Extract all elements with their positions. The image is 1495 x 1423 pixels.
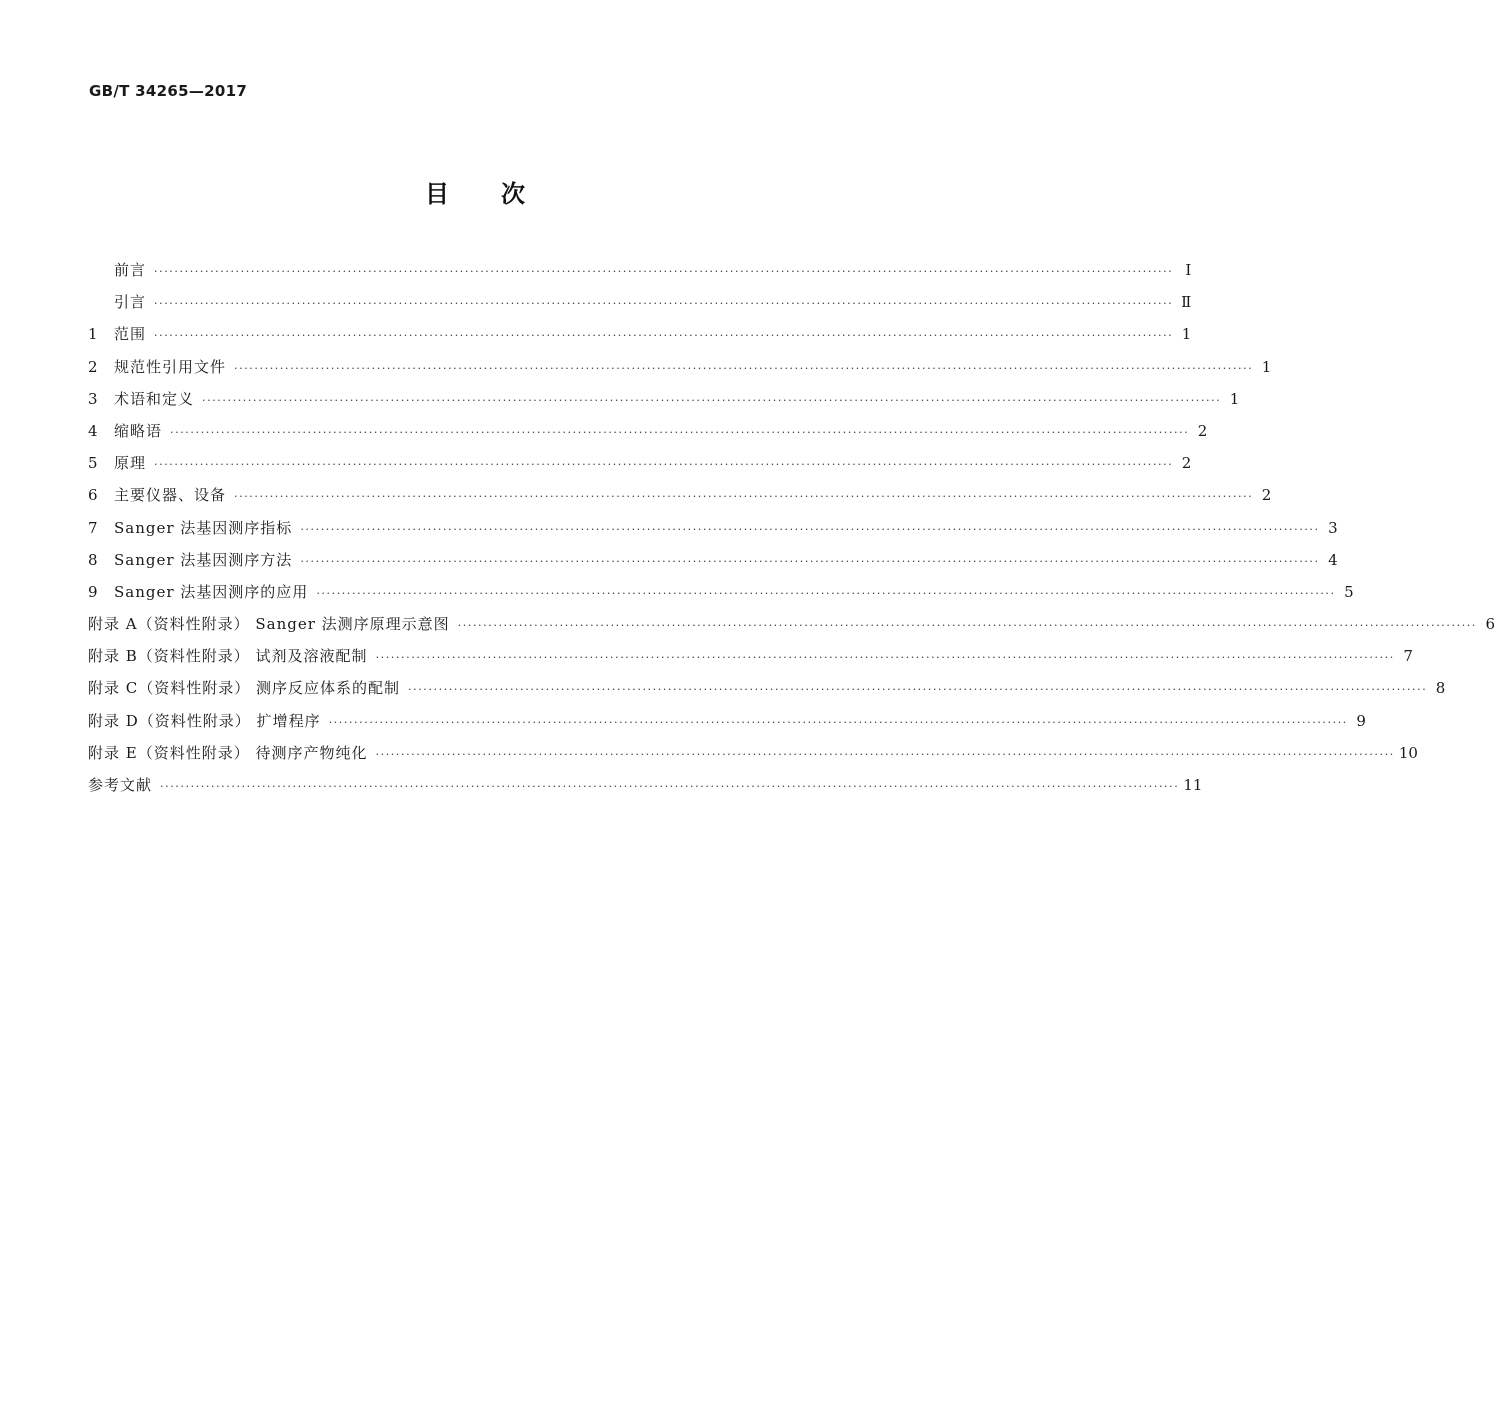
toc-leader-dots: ········································································································································································································ [234, 361, 1254, 375]
toc-entry-title: 附录 D（资料性附录） 扩增程序 [88, 711, 321, 730]
toc-entry-title: 规范性引用文件 [114, 357, 227, 376]
toc-entry-title: 术语和定义 [114, 389, 195, 408]
toc-entry-label [88, 705, 321, 737]
toc-entry-annex-d[interactable] [88, 705, 1366, 737]
toc-entry-introduction[interactable] [88, 286, 1192, 318]
toc-entry-title: Sanger 法基因测序方法 [114, 550, 293, 569]
toc-leader-dots: ········································································································································································································ [457, 619, 1477, 633]
toc-entry-title: 缩略语 [114, 421, 163, 440]
toc-entry-annex-c[interactable] [88, 672, 1446, 704]
toc-page-number: 3 [1328, 518, 1338, 537]
toc-entry-label [88, 769, 152, 801]
toc-leader-dots: ········································································································································································································ [202, 393, 1222, 407]
toc-page-number: 11 [1183, 776, 1203, 794]
toc-entry-sequencing-method[interactable] [88, 544, 1338, 576]
toc-entry-number: 3 [88, 389, 98, 408]
toc-entry-bibliography[interactable] [88, 769, 1203, 801]
toc-entry-title: 附录 C（资料性附录） 测序反应体系的配制 [88, 679, 401, 698]
toc-page-number: 2 [1261, 486, 1272, 505]
toc-entry-principle[interactable] [88, 447, 1192, 479]
toc-entry-number: 5 [88, 454, 98, 473]
toc-entry-label [88, 415, 162, 447]
toc-page-number: 2 [1197, 421, 1208, 440]
toc-leader-dots: ········································································································································································································ [154, 297, 1174, 311]
toc-entry-label [88, 576, 308, 608]
toc-entry-label [88, 351, 226, 383]
toc-entry-number: 8 [88, 550, 98, 569]
toc-entry-title: 参考文献 [88, 776, 153, 794]
toc-page-number: 1 [1261, 357, 1272, 376]
toc-entry-scope[interactable] [88, 318, 1192, 350]
toc-entry-title: 附录 E（资料性附录） 待测序产物纯化 [88, 743, 368, 762]
toc-entry-number: 1 [88, 325, 98, 344]
toc-entry-abbreviations[interactable] [88, 415, 1208, 447]
toc-entry-number: 6 [88, 486, 98, 505]
toc-leader-dots: ········································································································································································································ [300, 554, 1320, 568]
toc-entry-label [88, 286, 146, 318]
toc-leader-dots: ········································································································································································································ [160, 780, 1180, 793]
standard-number: GB/T 34265—2017 [89, 82, 248, 100]
toc-entry-title: Sanger 法基因测序的应用 [114, 582, 309, 601]
toc-page-number: 6 [1485, 615, 1495, 634]
toc-leader-dots: ········································································································································································································ [375, 651, 1395, 665]
toc-page-number: Ⅱ [1181, 293, 1192, 312]
toc-page-number: 7 [1403, 647, 1413, 666]
toc-page-number: 4 [1328, 550, 1338, 569]
toc-entry-label [88, 608, 450, 640]
toc-page-number: 8 [1435, 679, 1446, 698]
toc-entry-title: Sanger 法基因测序指标 [114, 518, 293, 537]
toc-leader-dots: ········································································································································································································ [328, 715, 1348, 729]
toc-entry-label [88, 672, 400, 704]
toc-entry-label [88, 512, 292, 544]
page-title: 目次 [425, 180, 577, 208]
toc-leader-dots: ········································································································································································································ [170, 425, 1190, 439]
toc-entry-sequencing-indicators[interactable] [88, 512, 1338, 544]
toc-leader-dots: ········································································································································································································ [375, 747, 1395, 761]
toc-leader-dots: ········································································································································································································ [408, 683, 1428, 697]
toc-entry-title: 附录 B（资料性附录） 试剂及溶液配制 [88, 647, 368, 666]
toc-entry-label [88, 383, 194, 415]
toc-entry-label [88, 447, 146, 479]
toc-entry-normative-references[interactable] [88, 351, 1272, 383]
toc-entry-number: 7 [88, 518, 98, 537]
toc-entry-title: 主要仪器、设备 [114, 486, 227, 505]
toc-entry-title: 附录 A（资料性附录） Sanger 法测序原理示意图 [88, 615, 450, 634]
toc-entry-title: 前言 [114, 261, 147, 279]
table-of-contents [88, 254, 1495, 801]
toc-entry-label [88, 254, 146, 286]
toc-entry-title: 范围 [114, 325, 147, 344]
toc-entry-number: 4 [88, 421, 98, 440]
toc-entry-title: 引言 [114, 293, 147, 312]
toc-entry-label [88, 479, 226, 511]
toc-page-number: 10 [1398, 743, 1418, 762]
toc-leader-dots: ········································································································································································································ [316, 586, 1336, 600]
toc-page-number: 5 [1344, 582, 1354, 601]
toc-leader-dots: ········································································································································································································ [234, 490, 1254, 504]
toc-entry-label [88, 318, 146, 350]
toc-entry-foreword[interactable] [88, 254, 1192, 286]
toc-entry-terms-definitions[interactable] [88, 383, 1240, 415]
toc-entry-annex-e[interactable] [88, 737, 1418, 769]
toc-leader-dots: ········································································································································································································ [154, 329, 1174, 343]
toc-page-number: 2 [1181, 454, 1192, 473]
toc-page-number: 9 [1356, 711, 1366, 730]
toc-entry-number: 2 [88, 357, 98, 376]
toc-page-number: 1 [1181, 325, 1192, 344]
toc-leader-dots: ········································································································································································································ [154, 265, 1174, 278]
toc-leader-dots: ········································································································································································································ [154, 458, 1174, 472]
toc-entry-instruments[interactable] [88, 479, 1272, 511]
toc-page-number: 1 [1229, 389, 1240, 408]
toc-entry-label [88, 640, 368, 672]
toc-entry-sequencing-application[interactable] [88, 576, 1354, 608]
toc-entry-annex-b[interactable] [88, 640, 1413, 672]
toc-entry-title: 原理 [114, 454, 147, 473]
toc-entry-annex-a[interactable] [88, 608, 1495, 640]
toc-entry-label [88, 737, 368, 769]
toc-leader-dots: ········································································································································································································ [300, 522, 1320, 536]
toc-entry-label [88, 544, 292, 576]
toc-page-number: Ⅰ [1185, 261, 1192, 279]
toc-entry-number: 9 [88, 582, 98, 601]
